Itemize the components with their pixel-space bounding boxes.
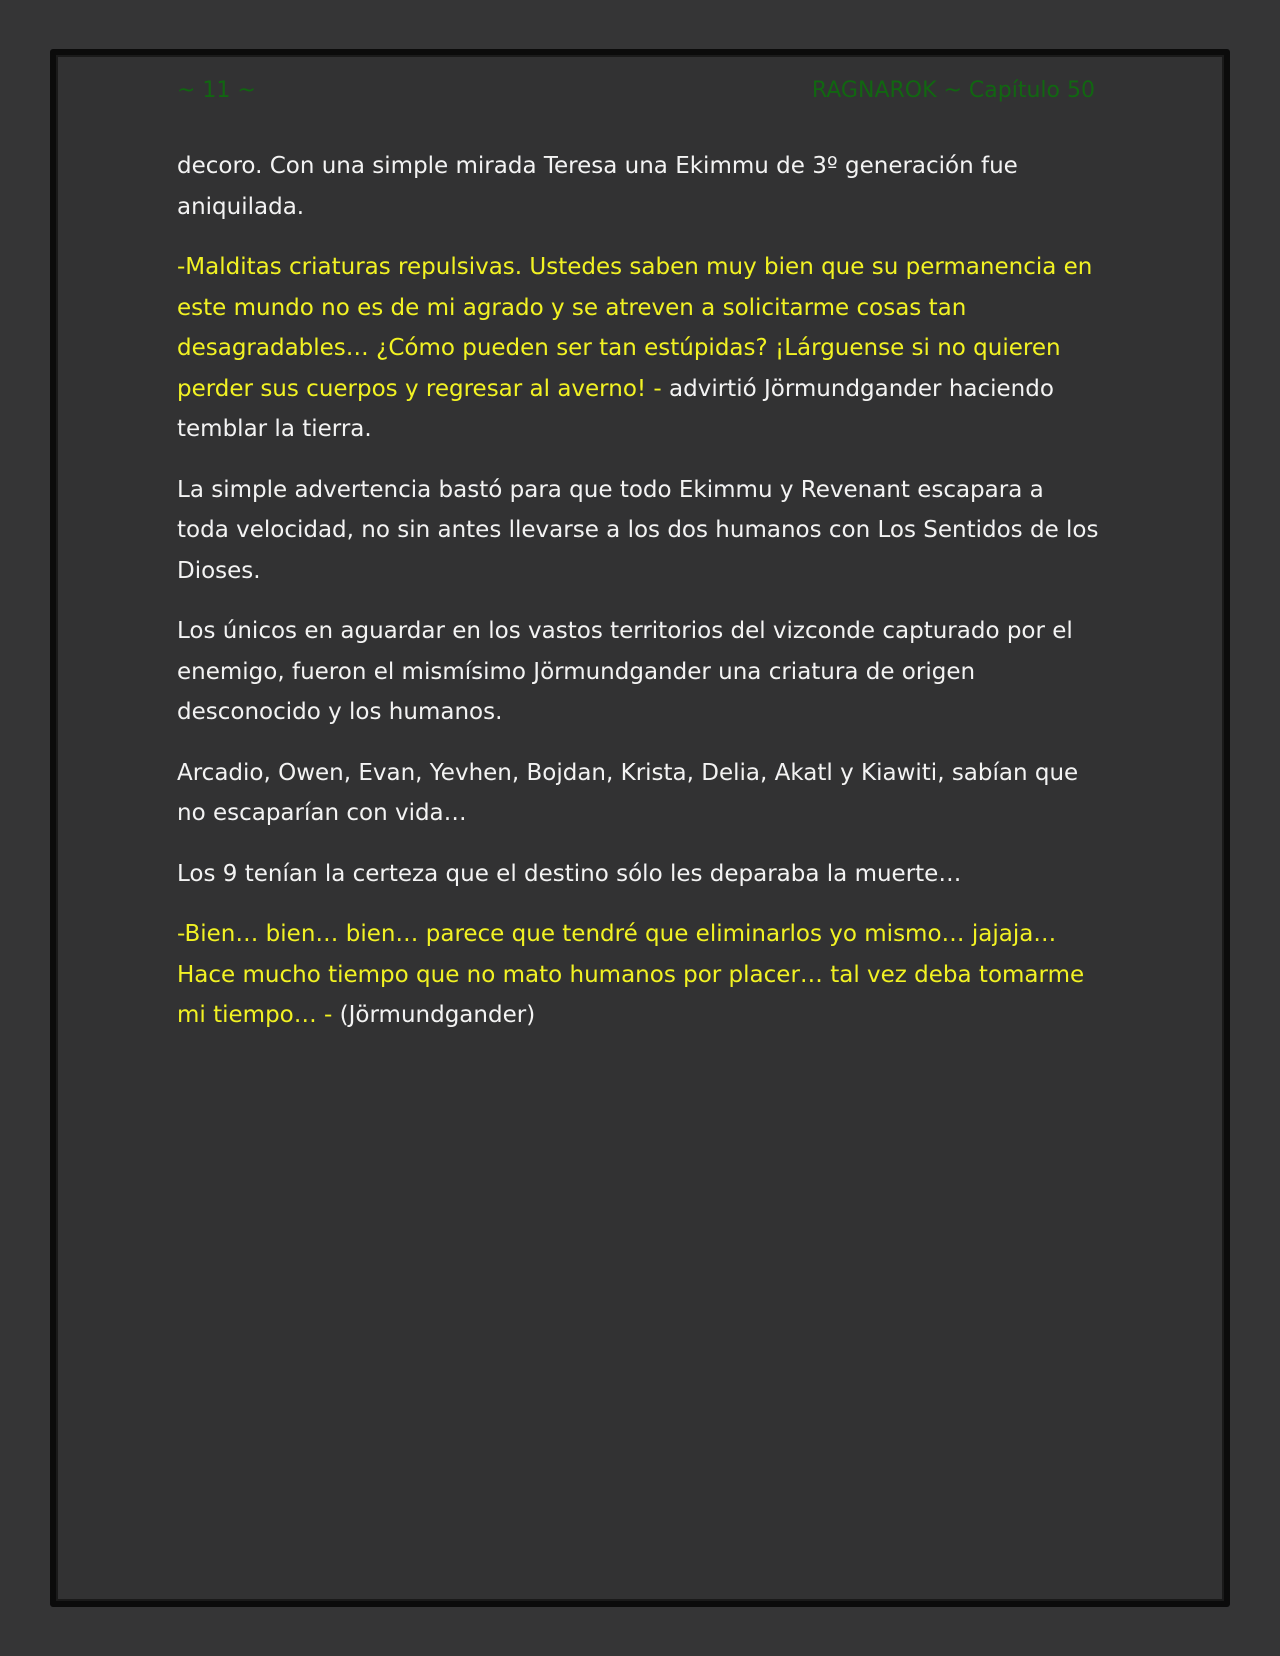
narration-text: advirtió Jörmundgander haciendo temblar la tierra. [177, 375, 1054, 442]
paragraph [177, 854, 1101, 895]
page-header [177, 78, 1095, 110]
paragraph [177, 146, 1101, 227]
dialogue-text: -Malditas criaturas repulsivas. Ustedes saben muy bien que su permanencia en este mundo no es de mi agrado y se atreven a solicitarme cosas tan desagradables… ¿Cómo pueden ser tan estúpidas? ¡Lárguense si no quieren perder sus cuerpos y regresar al averno! - [177, 254, 1093, 402]
dialogue-text: -Bien… bien… bien… parece que tendré que eliminarlos yo mismo… jajaja… Hace mucho tiempo que no mato humanos por placer… tal vez deba tomarme mi tiempo… - [177, 921, 1085, 1028]
paragraph [177, 914, 1101, 1036]
paragraph [177, 753, 1101, 834]
narration-text: La simple advertencia bastó para que todo Ekimmu y Revenant escapara a toda velocidad, no sin antes llevarse a los dos humanos con Los Sentidos de los Dioses. [177, 476, 1099, 584]
narration-text: (Jörmundgander) [339, 1002, 536, 1028]
paragraph [177, 247, 1101, 450]
narration-text: Los 9 tenían la certeza que el destino sólo les deparaba la muerte… [177, 860, 962, 887]
running-title: RAGNAROK ~ Capítulo 50 [811, 78, 1095, 103]
page-body [177, 146, 1101, 1056]
page-number: ~ 11 ~ [177, 78, 256, 103]
narration-text: Arcadio, Owen, Evan, Yevhen, Bojdan, Krista, Delia, Akatl y Kiawiti, sabían que no escaparían con vida… [177, 759, 1079, 826]
narration-text: Los únicos en aguardar en los vastos territorios del vizconde capturado por el enemigo, fueron el mismísimo Jörmundgander una criatura de origen desconocido y los humanos. [177, 618, 1073, 725]
paragraph [177, 470, 1101, 592]
narration-text: decoro. Con una simple mirada Teresa una Ekimmu de 3º generación fue aniquilada. [177, 153, 1018, 220]
paragraph [177, 611, 1101, 733]
